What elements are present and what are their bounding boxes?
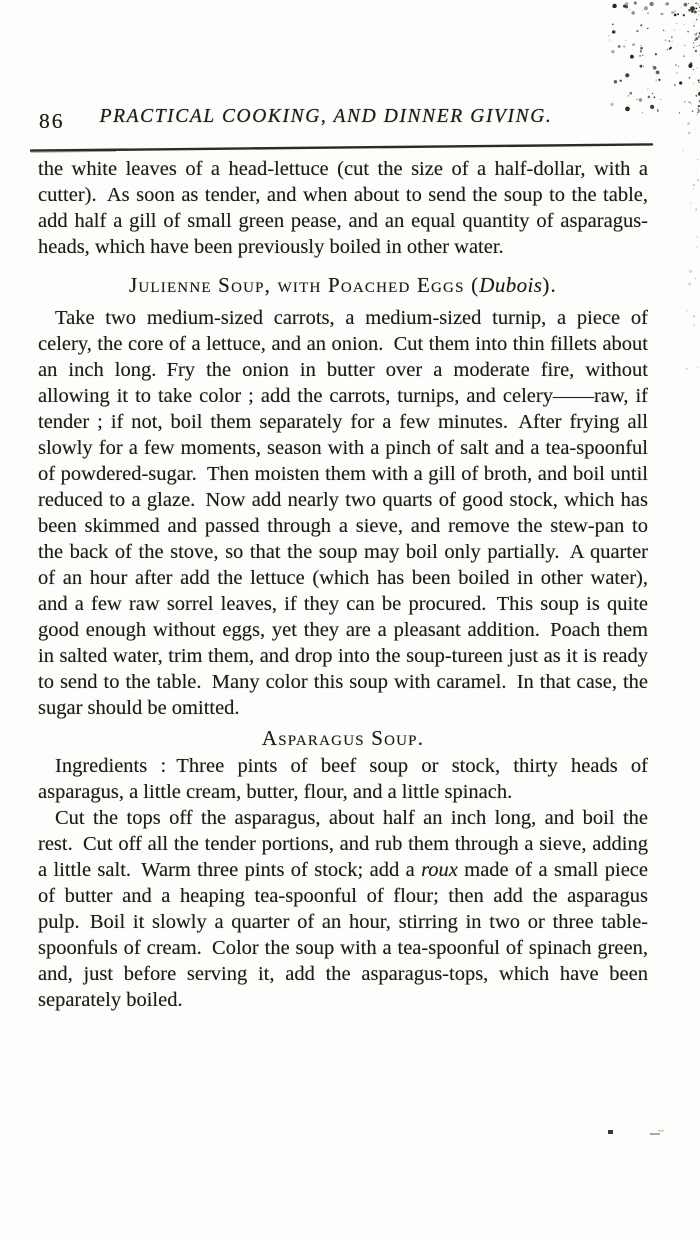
- paragraph-asparagus-method: [38, 805, 648, 1013]
- page-header: [38, 106, 648, 138]
- paragraph-asparagus-ingredients: Ingredients : Three pints of beef soup or stock, thirty heads of asparagus, a little cream, butter, flour, and a little spinach.: [38, 755, 648, 803]
- asparagus-method-roux-italic: roux: [421, 859, 458, 881]
- page-number: 86: [39, 109, 65, 133]
- asparagus-method-text-post: made of a small piece of butter and a heaping tea-spoonful of flour; then add the asparagus pulp. Boil it slowly a quarter of an hour, stirring in two or three table-spoonfuls of cream. Color the soup with a tea-spoonful of spinach green, and, just before serving it, add the asparagus-tops, which have been separately boiled.: [38, 859, 648, 1011]
- heading-julienne-suffix: ).: [542, 273, 558, 297]
- heading-asparagus-soup: Asparagus Soup.: [261, 726, 425, 750]
- paragraph-lettuce-soup-continuation: the white leaves of a head-lettuce (cut the size of a half-dollar, with a cutter). As soon as tender, and when about to send the soup to the table, add half a gill of small green pease, and an equal quantity of asparagus-heads, which have been previously boiled in other water.: [38, 158, 648, 258]
- paragraph-julienne-recipe: Take two medium-sized carrots, a medium-sized turnip, a piece of celery, the core of a lettuce, and an onion. Cut them into thin fillets about an inch long. Fry the onion in butter over a moderate fire, without allowing it to take color ; add the carrots, turnips, and celery——raw, if tender ; if not, boil them separately for a few minutes. After frying all slowly for a few moments, season with a pinch of salt and a tea-spoonful of powdered-sugar. Then moisten them with a gill of broth, and boil until reduced to a glaze. Now add nearly two quarts of good stock, which has been skimmed and passed through a sieve, and remove the stew-pan to the back of the stove, so that the soup may boil only partially. A quarter of an hour after add the lettuce (which has been boiled in other water), and a few raw sorrel leaves, if they can be procured. This soup is quite good enough without eggs, yet they are a pleasant addition. Poach them in salted water, trim them, and drop into the soup-tureen just as it is ready to send to the table. Many color this soup with caramel. In that case, the sugar should be omitted.: [38, 307, 648, 719]
- asparagus-method-text-pre: Cut the tops off the asparagus, about half an inch long, and boil the rest. Cut off all the tender portions, and rub them through a sieve, adding a little salt. Warm three pints of stock; add a: [38, 807, 648, 881]
- running-title: PRACTICAL COOKING, AND DINNER GIVING.: [99, 106, 553, 127]
- heading-julienne-soup: [38, 272, 648, 298]
- header-rule: [30, 141, 654, 155]
- heading-julienne-dubois-italic: Dubois: [479, 273, 543, 297]
- heading-julienne-prefix: Julienne Soup, with Poached Eggs (: [128, 273, 480, 297]
- page-body: [38, 156, 648, 1013]
